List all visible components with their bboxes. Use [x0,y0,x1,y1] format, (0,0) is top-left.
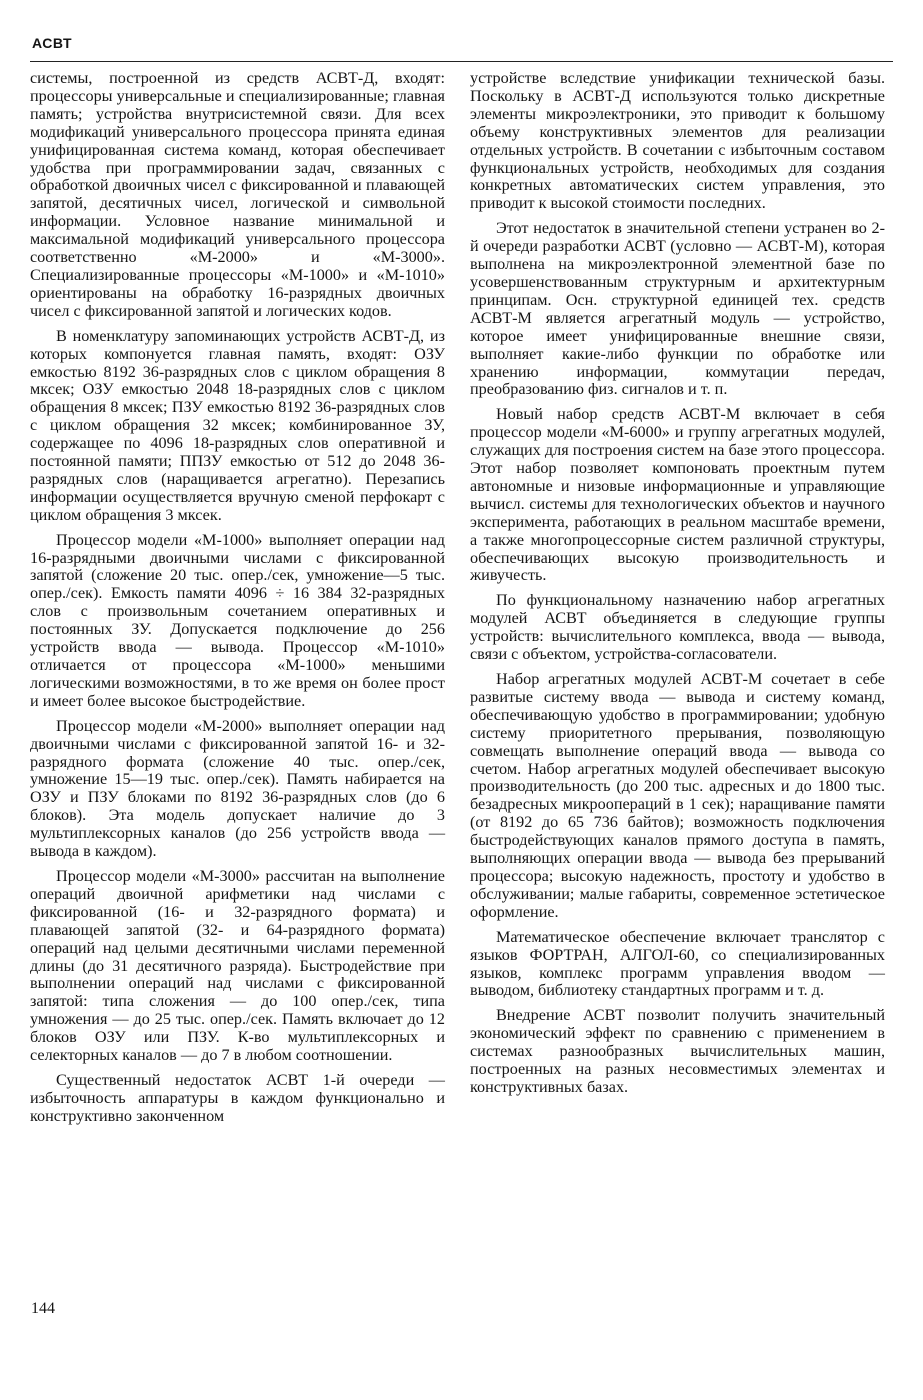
header-rule [30,61,893,62]
paragraph: Этот недостаток в значительной степени устранен во 2-й очереди разработки АСВТ (условно — АСВТ-М), которая выполнена на микроэлектронной элементной базе по усовершенствованным структурным и архитектурным принципам. Осн. структурной единицей тех. средств АСВТ-М является агрегатный модуль — устройство, которое имеет унифицированные внешние связи, выполняет какие-либо функции по обработке или хранению информации, коммутации передач, преобразованию физ. сигналов и т. п. [470,219,885,399]
page-number: 144 [31,1300,55,1317]
right-column [470,70,885,1104]
paragraph: По функциональному назначению набор агрегатных модулей АСВТ объединяется в следующие группы устройств: вычислительного комплекса, ввода — вывода, связи с объектом, устройства-согласователи. [470,591,885,664]
paragraph: Процессор модели «М-2000» выполняет операции над двоичными числами с фиксированной запятой 16- и 32-разрядного формата (сложение 40 тыс. опер./сек, умножение 15—19 тыс. опер./сек). Память набирается на ОЗУ и ПЗУ блоками по 8192 36-разрядных слов (до 6 блоков). Эта модель допускает наличие до 3 мультиплексорных каналов (до 256 устройств ввода — вывода в каждом). [30,716,445,861]
paragraph: Внедрение АСВТ позволит получить значительный экономический эффект по сравнению с применением в системах разнообразных вычислительных машин, построенных на разных несовместимых элементах и конструктивных базах. [470,1006,885,1096]
paragraph: Набор агрегатных модулей АСВТ-М сочетает в себе развитые систему ввода — вывода и систему команд, обеспечивающую удобство в программировании; удобную систему приоритетного прерывания, позволяющую совмещать выполнение операций ввода — вывода со счетом. Набор агрегатных модулей обеспечивает высокую производительность (до 200 тыс. адресных и до 1800 тыс. безадресных микроопераций в 1 сек); наращивание памяти (от 8192 до 65 736 байтов); возможность подключения быстродействующих каналов прямого доступа в память, выполняющих операции ввода — вывода без прерываний процессора; высокую надежность, простоту и удобство в обслуживании; малые габариты, современное эстетическое оформление. [470,670,885,921]
paragraph: Процессор модели «М-1000» выполняет операции над 16-разрядными двоичными числами с фиксированной запятой (сложение 20 тыс. опер./сек, умножение—5 тыс. опер./сек). Емкость памяти 4096 ÷ 16 384 32-разрядных слов с произвольным сочетанием оперативных и постоянных ЗУ. Допускается подключение до 256 устройств ввода — вывода. Процессор «М-1010» отличается от процессора «М-1000» меньшими логическими возможностями, в то же время он более прост и имеет более высокое быстродействие. [30,530,445,710]
running-title: АСВТ [32,35,73,51]
paragraph: системы, построенной из средств АСВТ-Д, входят: процессоры универсальные и специализированные; главная память; устройства внутрисистемной связи. Для всех модификаций универсального процессора принята единая унифицированная система команд, которая обеспечивает удобства при программировании задач, связанных с обработкой двоичных чисел с фиксированной и плавающей запятой, десятичных чисел, логической и символьной информации. Условное название минимальной и максимальной модификаций универсального процессора соответственно «М-2000» и «М-3000». Специализированные процессоры «М-1000» и «М-1010» ориентированы на обработку 16-разрядных двоичных чисел с фиксированной запятой и логических кодов. [30,69,445,320]
paragraph: Новый набор средств АСВТ-М включает в себя процессор модели «М-6000» и группу агрегатных модулей, служащих для построения систем на базе этого процессора. Этот набор позволяет компоновать проектным путем автономные и низовые информационные и управляющие вычисл. системы для технологических объектов и научного эксперимента, работающих в реальном масштабе времени, а также многопроцессорные систем различной структуры, обеспечивающих высокую производительность и живучесть. [470,405,885,585]
paragraph: устройстве вследствие унификации технической базы. Поскольку в АСВТ-Д используются только дискретные элементы микроэлектроники, это приводит к большому объему конструктивных элементов для реализации отдельных устройств. В сочетании с избыточным составом функциональных устройств, необходимых для создания конкретных автоматических систем управления, это приводит к высокой стоимости последних. [470,69,885,213]
left-column [30,70,445,1133]
paragraph: Существенный недостаток АСВТ 1-й очереди — избыточность аппаратуры в каждом функционально и конструктивно законченном [30,1070,445,1125]
paragraph: Процессор модели «М-3000» рассчитан на выполнение операций двоичной арифметики над числами с фиксированной (16- и 32-разрядного формата) и плавающей запятой (32- и 64-разрядного формата) операций над целыми десятичными числами переменной длины (до 31 десятичного разряда). Быстродействие при выполнении операций над числами с фиксированной запятой: типа сложения — до 100 опер./сек, типа умножения — до 25 тыс. опер./сек. Память включает до 12 блоков ОЗУ или ПЗУ. К-во мультиплексорных и селекторных каналов — до 7 в любом соотношении. [30,866,445,1065]
paragraph: Математическое обеспечение включает транслятор с языков ФОРТРАН, АЛГОЛ-60, со специализированных языков, комплекс программ управления вводом — выводом, библиотеку стандартных программ и т. д. [470,927,885,1000]
paragraph: В номенклатуру запоминающих устройств АСВТ-Д, из которых компонуется главная память, входят: ОЗУ емкостью 8192 36-разрядных слов с циклом обращения 8 мксек; ОЗУ емкостью 2048 18-разрядных слов с циклом обращения 8 мксек; ПЗУ емкостью 8192 36-разрядных слов с циклом обращения 32 мксек; комбинированное ЗУ, содержащее по 4096 18-разрядных слов оперативной и постоянной памяти; ППЗУ емкостью от 512 до 2048 36-разрядных слов (наращивается агрегатно). Перезапись информации осуществляется вручную сменой перфокарт с циклом обращения 3 мксек. [30,326,445,524]
